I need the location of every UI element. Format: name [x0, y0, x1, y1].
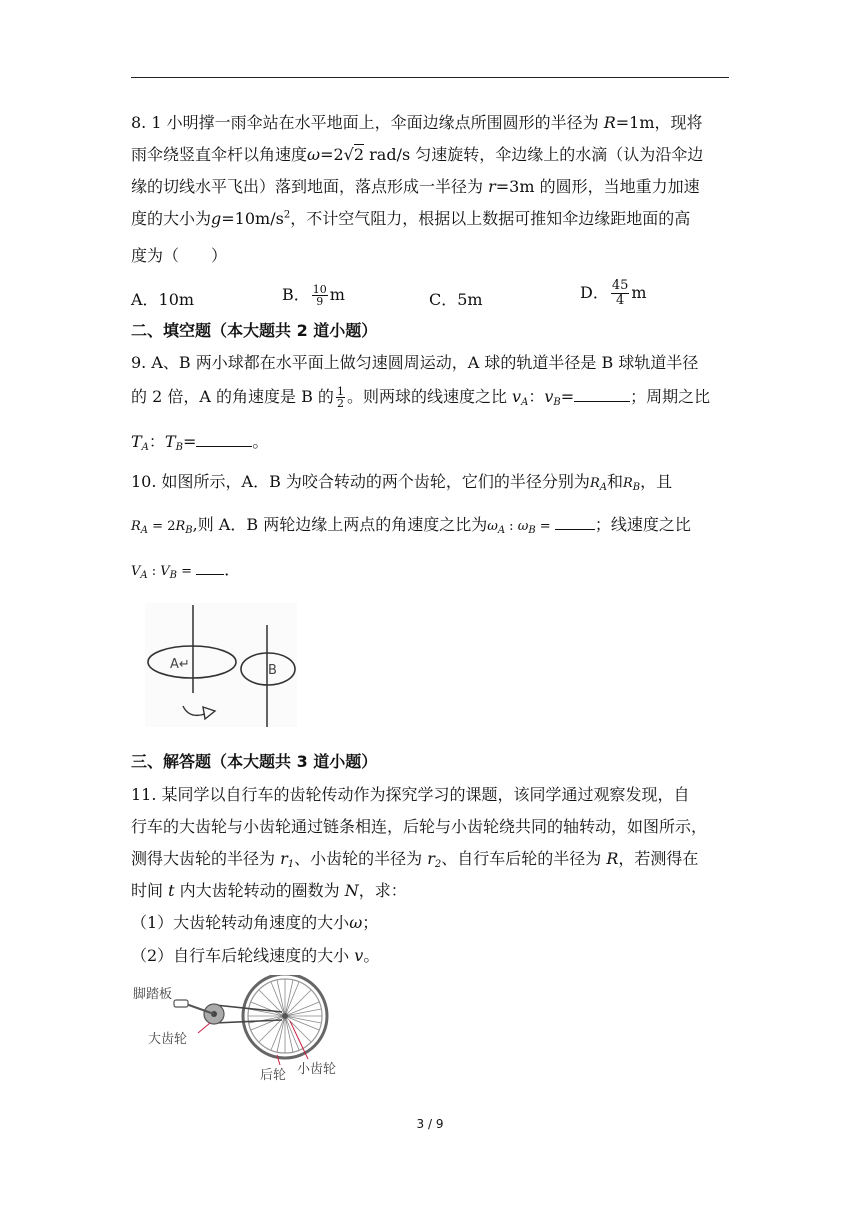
page-number: 3 / 9	[416, 1117, 444, 1131]
answer-blank[interactable]	[574, 401, 630, 402]
q11-line-3: 测得大齿轮的半径为 $r_1$、小齿轮的半径为 $r_2$、自行车后轮的半径为 R，若测得在	[131, 849, 699, 870]
q8-line-5: 度为（ ）	[131, 246, 228, 265]
option-c: C．5m	[429, 290, 483, 309]
section-heading-fill-in: 二、填空题（本大题共 2 道小题）	[131, 321, 378, 340]
q11-part-1: （1）大齿轮转动角速度的大小ω；	[131, 913, 379, 932]
q8-line-4: 度的大小为$g=10m/s^2$，不计空气阻力，根据以上数据可推知伞边缘距地面的高	[131, 209, 691, 228]
pedal	[174, 1000, 188, 1007]
option-d: D． $\frac{45}{4}$ m	[580, 278, 647, 308]
q11-line-4: 时间 t 内大齿轮转动的圈数为 N，求：	[131, 881, 407, 900]
answer-blank[interactable]	[555, 529, 595, 530]
q9-line-1: 9. A、B 两小球都在水平面上做匀速圆周运动，A 球的轨道半径是 B 球轨道半径	[131, 353, 699, 372]
big-gear-label: 大齿轮	[148, 1032, 188, 1047]
q8-line-1: 8. 1 小明撑一雨伞站在水平地面上，伞面边缘点所围圆形的半径为 R=1m，现将	[131, 113, 703, 132]
pedal-label: 脚踏板	[133, 987, 173, 1002]
q11-part-2: （2）自行车后轮线速度的大小 v。	[131, 946, 380, 965]
option-b: B． $\frac{10}{9}$ m	[282, 283, 345, 308]
answer-blank[interactable]	[196, 446, 252, 447]
answer-blank[interactable]	[196, 574, 224, 575]
option-a: A．10m	[131, 290, 195, 309]
gears-figure	[145, 603, 297, 727]
q11-line-2: 行车的大齿轮与小齿轮通过链条相连，后轮与小齿轮绕共同的轴转动，如图所示，	[131, 817, 708, 836]
sqrt-symbol: √	[343, 145, 354, 164]
q9-line-2: 的 2 倍，A 的角速度是 B 的 $\frac{1}{2}$ 。则两球的线速度之比 $v_A$：$v_B=$ ；周期之比	[131, 385, 711, 410]
rear-wheel-label: 后轮	[260, 1068, 287, 1083]
q8-line-3: 缘的切线水平飞出）落到地面，落点形成一半径为 r=3m 的圆形，当地重力加速	[131, 177, 700, 196]
q11-line-1: 11. 某同学以自行车的齿轮传动作为探究学习的课题，该同学通过观察发现，自	[131, 785, 690, 804]
q10-line-1: 10. 如图所示，A．B 为咬合转动的两个齿轮，它们的半径分别为$R_A$和$R_B$，且	[131, 472, 673, 493]
q8-line-2: 雨伞绕竖直伞杆以角速度ω=2√2 rad/s 匀速旋转，伞边缘上的水滴（认为沿伞边	[131, 145, 704, 164]
header-rule	[131, 77, 729, 78]
q9-line-3: $T_A$：$T_B=$ 。	[131, 432, 269, 453]
bicycle-gear-figure	[130, 975, 360, 1087]
q10-line-2: $R_A = 2R_B$,则 A．B 两轮边缘上两点的角速度之比为$\omega_A$ : $\omega_B$ = ；线速度之比	[131, 515, 691, 536]
gear-b-label: B	[268, 663, 277, 678]
q10-line-3: $V_A$ : $V_B$ = ．	[131, 560, 241, 581]
small-gear-label: 小齿轮	[297, 1062, 337, 1077]
section-heading-solve: 三、解答题（本大题共 3 道小题）	[131, 752, 378, 771]
rear-wheel	[243, 975, 327, 1058]
gear-a-label: A↵	[170, 657, 190, 672]
